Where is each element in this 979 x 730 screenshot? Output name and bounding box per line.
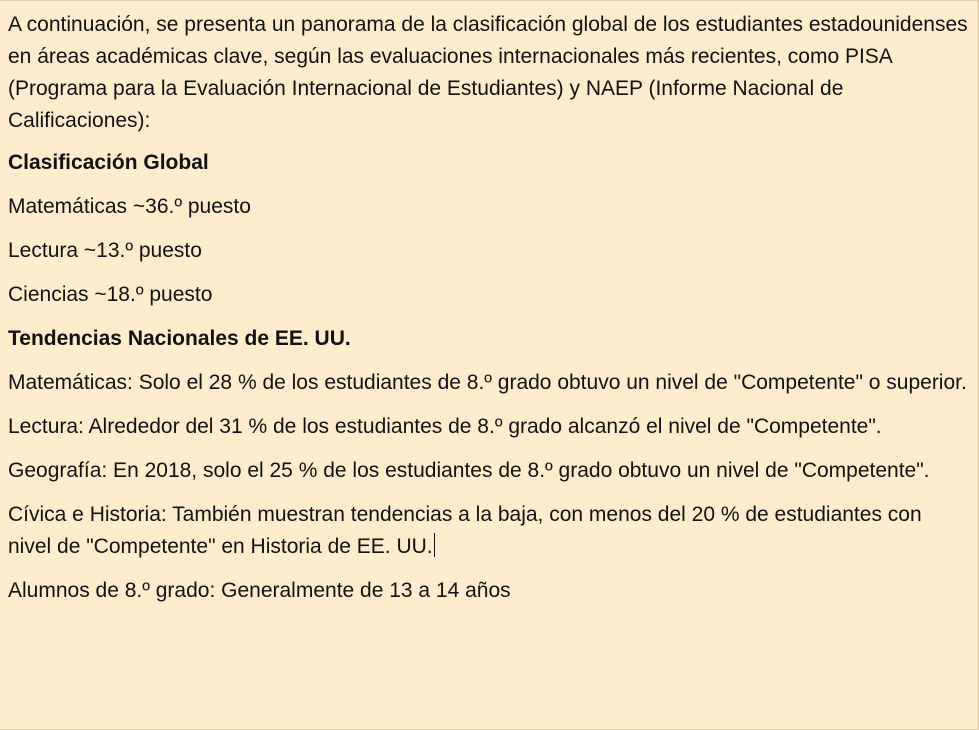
global-ranking-heading: Clasificación Global bbox=[8, 151, 209, 174]
ranking-item-reading: Lectura ~13.º puesto bbox=[8, 239, 202, 262]
national-trends-heading: Tendencias Nacionales de EE. UU. bbox=[8, 327, 351, 350]
trend-item-civics-history bbox=[8, 499, 968, 563]
ranking-item-math: Matemáticas ~36.º puesto bbox=[8, 195, 251, 218]
trend-item-civics-history-text: Cívica e Historia: También muestran tendencias a la baja, con menos del 20 % de estudiantes con nivel de "Competente" en Historia de EE. UU. bbox=[8, 503, 922, 558]
age-note: Alumnos de 8.º grado: Generalmente de 13 a 14 años bbox=[8, 579, 511, 602]
trend-item-reading: Lectura: Alrededor del 31 % de los estudiantes de 8.º grado alcanzó el nivel de "Competente". bbox=[8, 415, 882, 438]
trend-item-geography: Geografía: En 2018, solo el 25 % de los estudiantes de 8.º grado obtuvo un nivel de "Competente". bbox=[8, 459, 930, 482]
trend-item-math: Matemáticas: Solo el 28 % de los estudiantes de 8.º grado obtuvo un nivel de "Competente" o superior. bbox=[8, 371, 967, 394]
text-cursor bbox=[434, 533, 435, 557]
ranking-item-science: Ciencias ~18.º puesto bbox=[8, 283, 213, 306]
intro-paragraph: A continuación, se presenta un panorama de la clasificación global de los estudiantes estadounidenses en áreas académicas clave, según las evaluaciones internacionales más recientes, como PISA (Programa para la Evaluación Internacional de Estudiantes) y NAEP (Informe Nacional de Calificaciones): bbox=[8, 13, 968, 132]
